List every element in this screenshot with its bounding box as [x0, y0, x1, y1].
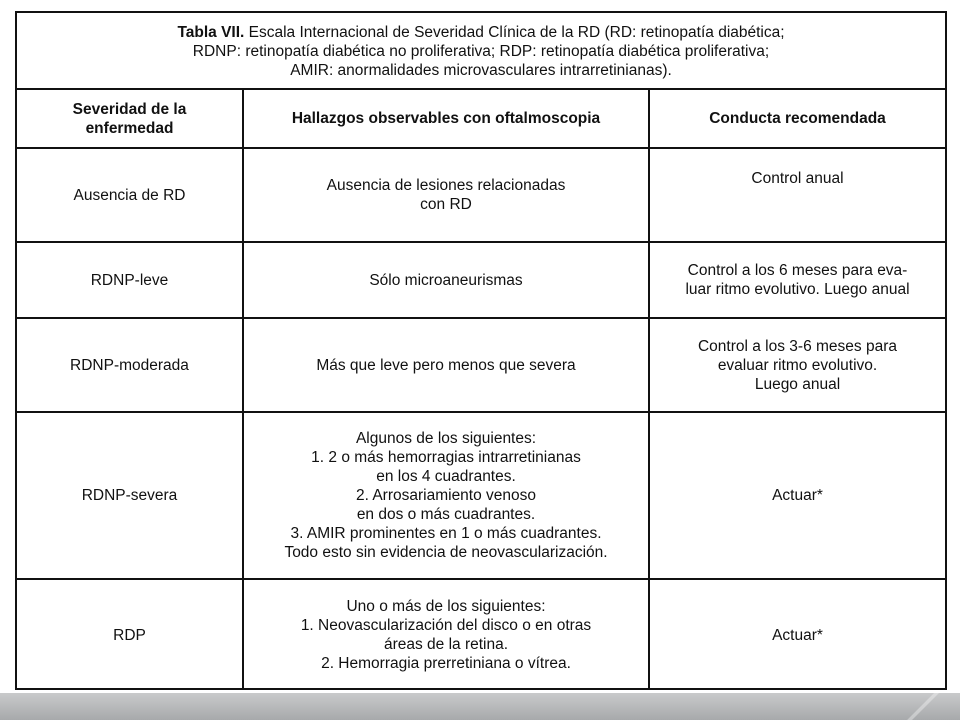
conduct-line: evaluar ritmo evolutivo.	[717, 356, 878, 374]
table-row	[17, 242, 945, 318]
header-conduct: Conducta recomendada	[649, 90, 945, 148]
caption-line-3: AMIR: anormalidades microvasculares intrarretinianas).	[290, 62, 672, 79]
findings-line: Todo esto sin evidencia de neovascularización.	[284, 544, 608, 561]
severity-cell: RDNP-leve	[17, 242, 243, 318]
findings-line: Más que leve pero menos que severa	[316, 356, 576, 374]
findings-line: áreas de la retina.	[383, 636, 509, 653]
table-row	[17, 318, 945, 412]
header-severity-line-2: enfermedad	[85, 119, 174, 137]
findings-cell	[243, 318, 649, 412]
severity-cell: RDNP-severa	[17, 412, 243, 579]
findings-cell	[243, 579, 649, 690]
severity-cell: RDP	[17, 579, 243, 690]
findings-line: 2. Hemorragia prerretiniana o vítrea.	[321, 655, 571, 672]
table-caption	[17, 13, 945, 90]
caption-text-1: Escala Internacional de Severidad Clínica de la RD (RD: retinopatía diabética;	[244, 24, 785, 41]
header-severity-line-1: Severidad de la	[72, 100, 187, 118]
findings-line: Uno o más de los siguientes:	[346, 598, 546, 615]
conduct-cell	[649, 579, 945, 690]
findings-cell	[243, 412, 649, 579]
conduct-line: Actuar*	[772, 626, 823, 644]
findings-cell	[243, 148, 649, 242]
findings-line: con RD	[420, 196, 472, 213]
conduct-cell	[649, 148, 945, 242]
severity-cell: RDNP-moderada	[17, 318, 243, 412]
findings-line: en dos o más cuadrantes.	[356, 506, 536, 523]
footer-decoration	[890, 693, 960, 720]
table-row	[17, 579, 945, 690]
findings-cell	[243, 242, 649, 318]
conduct-line: Control a los 3-6 meses para	[697, 337, 897, 355]
table-row	[17, 148, 945, 242]
findings-line: Algunos de los siguientes:	[355, 430, 537, 447]
findings-line: 2. Arrosariamiento venoso	[355, 487, 537, 504]
table-row	[17, 412, 945, 579]
table-frame	[15, 11, 947, 690]
caption-line-1	[47, 23, 915, 42]
severity-table	[17, 90, 945, 690]
conduct-line: Luego anual	[754, 375, 841, 393]
caption-line-2: RDNP: retinopatía diabética no proliferativa; RDP: retinopatía diabética proliferativa;	[192, 43, 770, 60]
conduct-cell	[649, 412, 945, 579]
findings-line: Sólo microaneurismas	[369, 271, 523, 289]
conduct-line: Control a los 6 meses para eva-	[687, 262, 908, 279]
conduct-cell	[649, 242, 945, 318]
conduct-line: luar ritmo evolutivo. Luego anual	[685, 281, 910, 298]
findings-line: en los 4 cuadrantes.	[376, 468, 516, 485]
findings-line: 1. Neovascularización del disco o en otras	[300, 617, 592, 634]
header-findings: Hallazgos observables con oftalmoscopia	[243, 90, 649, 148]
caption-label: Tabla VII.	[177, 24, 245, 41]
findings-line: Ausencia de lesiones relacionadas	[326, 177, 566, 194]
conduct-line: Actuar*	[772, 487, 823, 504]
slide-footer-bar	[0, 693, 960, 720]
header-severity	[17, 90, 243, 148]
findings-line: 1. 2 o más hemorragias intrarretinianas	[311, 449, 581, 466]
severity-cell: Ausencia de RD	[17, 148, 243, 242]
findings-line: 3. AMIR prominentes en 1 o más cuadrantes.	[290, 525, 602, 542]
conduct-cell	[649, 318, 945, 412]
header-row	[17, 90, 945, 148]
conduct-line: Control anual	[751, 170, 844, 187]
